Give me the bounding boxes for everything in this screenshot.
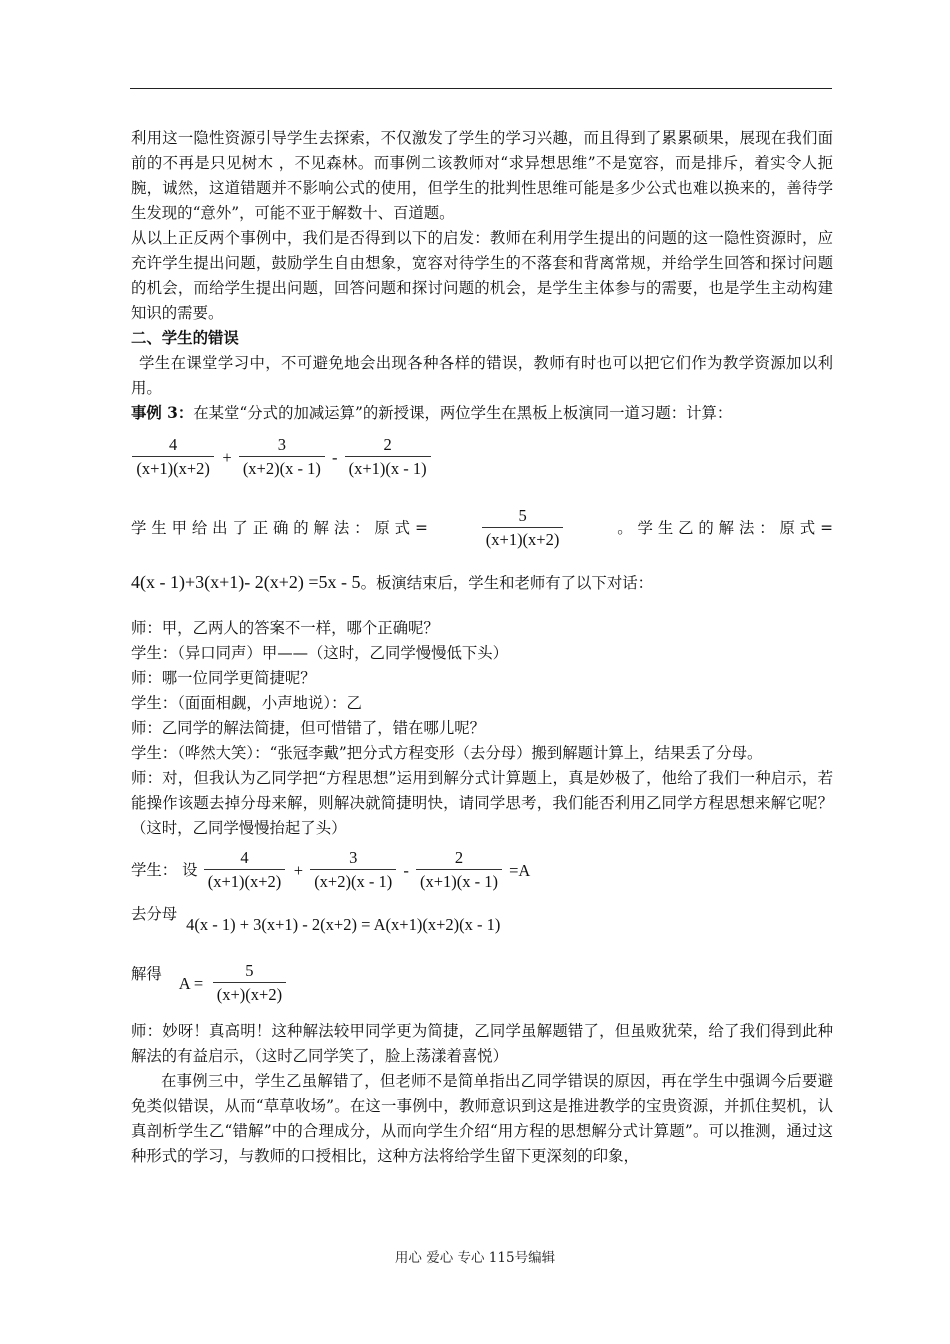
intro-paragraph-2: 从以上正反两个事例中，我们是否得到以下的启发：教师在利用学生提出的问题的这一隐性资源时，应充许学生提出问题，鼓励学生自由想象，宽容对待学生的不落套和背离常规，并给学生回答和探讨问题的机会，而给学生提出问题，回答问题和探讨问题的机会，是学生主体参与的需要，也是学生主动构建知识的需要。 (131, 229, 833, 322)
fraction-numerator: 3 (277, 435, 286, 454)
fraction-numerator: 2 (383, 435, 392, 454)
closing-paragraph: 在事例三中，学生乙虽解错了，但老师不是简单指出乙同学错误的原因，再在学生中强调今后要避免类似错误，从而“草草收场”。在这一事例中，教师意识到这是推进教学的宝贵资源，并抓住契机，认真剖析学生乙“错解”中的合理成分，从而向学生介绍“用方程的思想解分式计算题”。可以推测，通过这种形式的学习，与教师的口授相比，这种方法将给学生留下更深刻的印象， (131, 1072, 833, 1165)
fraction-denominator: (x+)(x+2) (213, 982, 286, 1007)
problem-fraction-1 (131, 434, 215, 481)
solution-b-expression: 4(x - 1)+3(x+1)- 2(x+2) =5x - 5 (131, 572, 361, 592)
solve-line (131, 960, 833, 1007)
fraction-denominator: (x+1)(x+2) (132, 456, 214, 481)
dialogue-line: 师：对，但我认为乙同学把“方程思想”运用到解分式计算题上，真是妙极了，他给了我们一种启示，若能操作该题去掉分母来解，则解决就简捷明快，请同学思考，我们能否利用乙同学方程思想来解它呢？（这时，乙同学慢慢抬起了头） (131, 769, 833, 837)
header-rule (130, 88, 832, 89)
solution-a-fraction (480, 505, 564, 552)
section-intro: 学生在课堂学习中，不可避免地会出现各种各样的错误，教师有时也可以把它们作为教学资源加以利用。 (131, 354, 833, 397)
student-set-line (131, 847, 833, 894)
dialogue (131, 616, 833, 841)
equals-a: =A (509, 861, 531, 880)
example-text: 在某堂“分式的加减运算”的新授课，两位学生在黑板上板演同一道习题：计算： (193, 404, 733, 422)
problem-fraction-3 (345, 434, 431, 481)
problem-expression (131, 434, 833, 481)
dialogue-line: 学生：（异口同声）甲——（这时，乙同学慢慢低下头） (131, 644, 509, 662)
clear-denominator-label: 去分母 (131, 905, 178, 923)
page-footer: 用心 爱心 专心 115号编辑 (394, 1250, 556, 1266)
operator-plus: + (293, 861, 304, 880)
clear-denominator-expression: 4(x - 1) + 3(x+1) - 2(x+2) = A(x+1)(x+2)(x - 1) (186, 915, 501, 934)
fraction-numerator: 3 (349, 848, 358, 867)
closing (131, 1019, 833, 1169)
fraction-numerator: 4 (169, 435, 178, 454)
section-heading: 二、学生的错误 (131, 329, 239, 347)
fraction-denominator: (x+1)(x - 1) (416, 869, 502, 894)
solution-b-tail: 。板演结束后，学生和老师有了以下对话： (360, 574, 653, 592)
example-3-paragraph (131, 401, 833, 426)
fraction-numerator: 5 (518, 506, 527, 525)
solution-b-line (131, 570, 833, 596)
operator-plus: + (222, 448, 232, 467)
fraction-denominator: (x+2)(x - 1) (310, 869, 396, 894)
dialogue-line: 学生：（哗然大笑）：“张冠李戴”把分式方程变形（去分母）搬到解题计算上，结果丢了分母。 (131, 744, 763, 762)
student-set-label: 学生： 设 (131, 860, 198, 879)
intro-paragraph-1: 利用这一隐性资源引导学生去探索，不仅激发了学生的学习兴趣，而且得到了累累硕果，展现在我们面前的不再是只见树木 ，不见森林。而事例二该教师对“求异想思维”不是宽容，而是排斥，着实令人扼腕，诚然，这道错题并不影响公式的使用，但学生的批判性思维可能是多少公式也难以换来的，善待学生发现的“意外”，可能不亚于解数十、百道题。 (131, 129, 833, 222)
solve-label: 解得 (131, 965, 162, 983)
fraction-numerator: 4 (240, 848, 249, 867)
fraction-numerator: 5 (245, 961, 254, 980)
dialogue-line: 学生：（面面相觑，小声地说）：乙 (131, 694, 362, 712)
solution-a-line (131, 505, 833, 552)
dialogue-line: 师：乙同学的解法简捷，但可惜错了，错在哪儿呢？ (131, 719, 485, 737)
problem-fraction-2 (239, 434, 325, 481)
fraction-numerator: 2 (454, 848, 464, 867)
solve-fraction (207, 960, 291, 1007)
fraction-denominator: (x+1)(x - 1) (345, 456, 431, 481)
dialogue-line: 师：甲，乙两人的答案不一样，哪个正确呢？ (131, 619, 439, 637)
document-body (131, 126, 833, 1169)
operator-minus: - (403, 861, 409, 880)
fraction-denominator: (x+1)(x+2) (482, 527, 564, 552)
clear-denominator-line (131, 902, 833, 948)
set-fraction-2 (310, 847, 396, 894)
solution-a-lead: 学 生 甲 给 出 了 正 确 的 解 法 ： 原 式 = (131, 519, 428, 537)
fraction-denominator: (x+1)(x+2) (204, 869, 286, 894)
dialogue-line: 师：哪一位同学更简捷呢？ (131, 669, 316, 687)
solve-lhs: A = (178, 974, 204, 993)
set-fraction-1 (202, 847, 286, 894)
example-label: 事例 3： (131, 404, 194, 422)
solution-a-tail: 。 学 生 乙 的 解 法 ： 原 式 = (617, 519, 833, 537)
set-fraction-3 (416, 847, 502, 894)
operator-minus: - (331, 448, 338, 467)
closing-teacher-line: 师：妙呀！真高明！这种解法较甲同学更为简捷，乙同学虽解题错了，但虽败犹荣，给了我们得到此种解法的有益启示，（这时乙同学笑了，脸上荡漾着喜悦） (131, 1022, 833, 1065)
fraction-denominator: (x+2)(x - 1) (239, 456, 325, 481)
